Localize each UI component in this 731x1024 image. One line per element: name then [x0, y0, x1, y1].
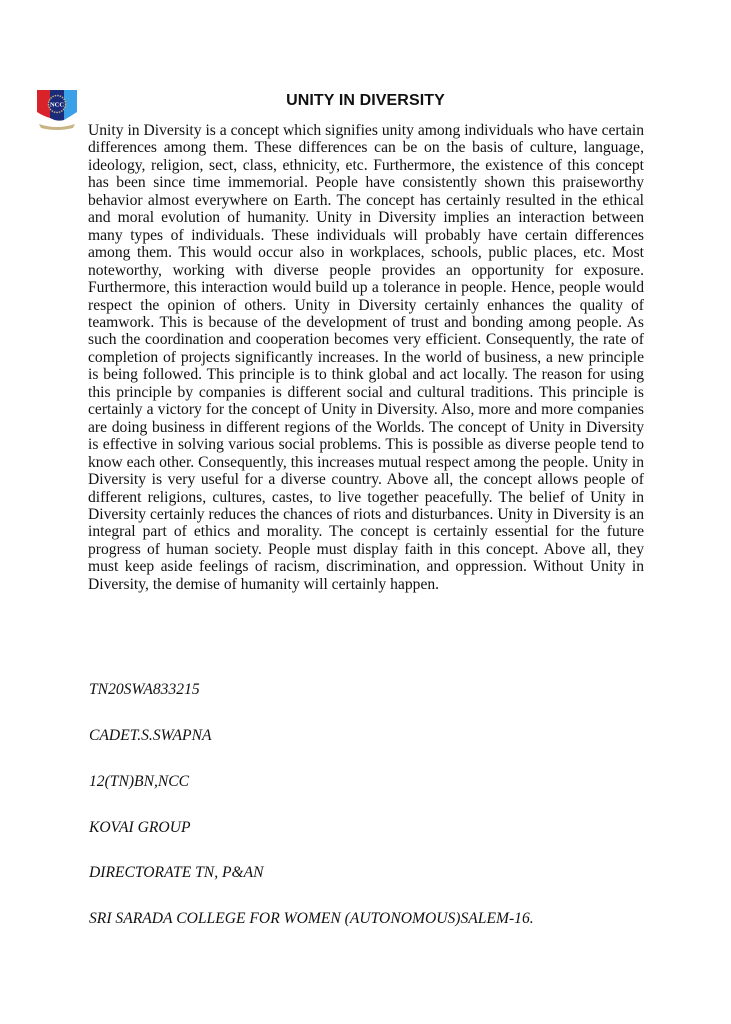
college-name: SRI SARADA COLLEGE FOR WOMEN (AUTONOMOUS)SALEM-16.: [89, 910, 534, 927]
document-title: UNITY IN DIVERSITY: [286, 92, 445, 109]
essay-body: Unity in Diversity is a concept which signifies unity among individuals who have certain differences among them. These differences can be on the basis of culture, language, ideology, religion, sect, class, ethnicity, etc. Furthermore, the existence of this concept has been since time immemorial. People have consistently shown this praiseworthy behavior almost everywhere on Earth. The concept has certainly resulted in the ethical and moral evolution of humanity. Unity in Diversity implies an interaction between many types of individuals. These individuals will probably have certain differences among them. This would occur also in workplaces, schools, public places, etc. Most noteworthy, working with diverse people provides an opportunity for exposure. Furthermore, this interaction would build up a tolerance in people. Hence, people would respect the opinion of others. Unity in Diversity certainly enhances the quality of teamwork. This is because of the development of trust and bonding among people. As such the coordination and cooperation becomes very efficient. Consequently, the rate of completion of projects significantly increases. In the world of business, a new principle is being followed. This principle is to think global and act locally. The reason for using this principle by companies is different social and cultural traditions. This principle is certainly a victory for the concept of Unity in Diversity. Also, more and more companies are doing business in different regions of the Worlds. The concept of Unity in Diversity is effective in solving various social problems. This is possible as diverse people tend to know each other. Consequently, this increases mutual respect among the people. Unity in Diversity is very useful for a diverse country. Above all, the concept allows people of different religions, cultures, castes, to live together peacefully. The belief of Unity in Diversity certainly reduces the chances of riots and disturbances. Unity in Diversity is an integral part of ethics and morality. The concept is certainly essential for the future progress of human society. People must display faith in this concept. Above all, they must keep aside feelings of racism, discrimination, and oppression. Without Unity in Diversity, the demise of humanity will certainly happen.: [88, 122, 644, 593]
battalion: 12(TN)BN,NCC: [89, 773, 190, 790]
cadet-number: TN20SWA833215: [89, 681, 200, 698]
svg-text:NCC: NCC: [49, 101, 65, 109]
group-name: KOVAI GROUP: [89, 819, 191, 836]
directorate: DIRECTORATE TN, P&AN: [89, 864, 264, 881]
cadet-name: CADET.S.SWAPNA: [89, 727, 212, 744]
